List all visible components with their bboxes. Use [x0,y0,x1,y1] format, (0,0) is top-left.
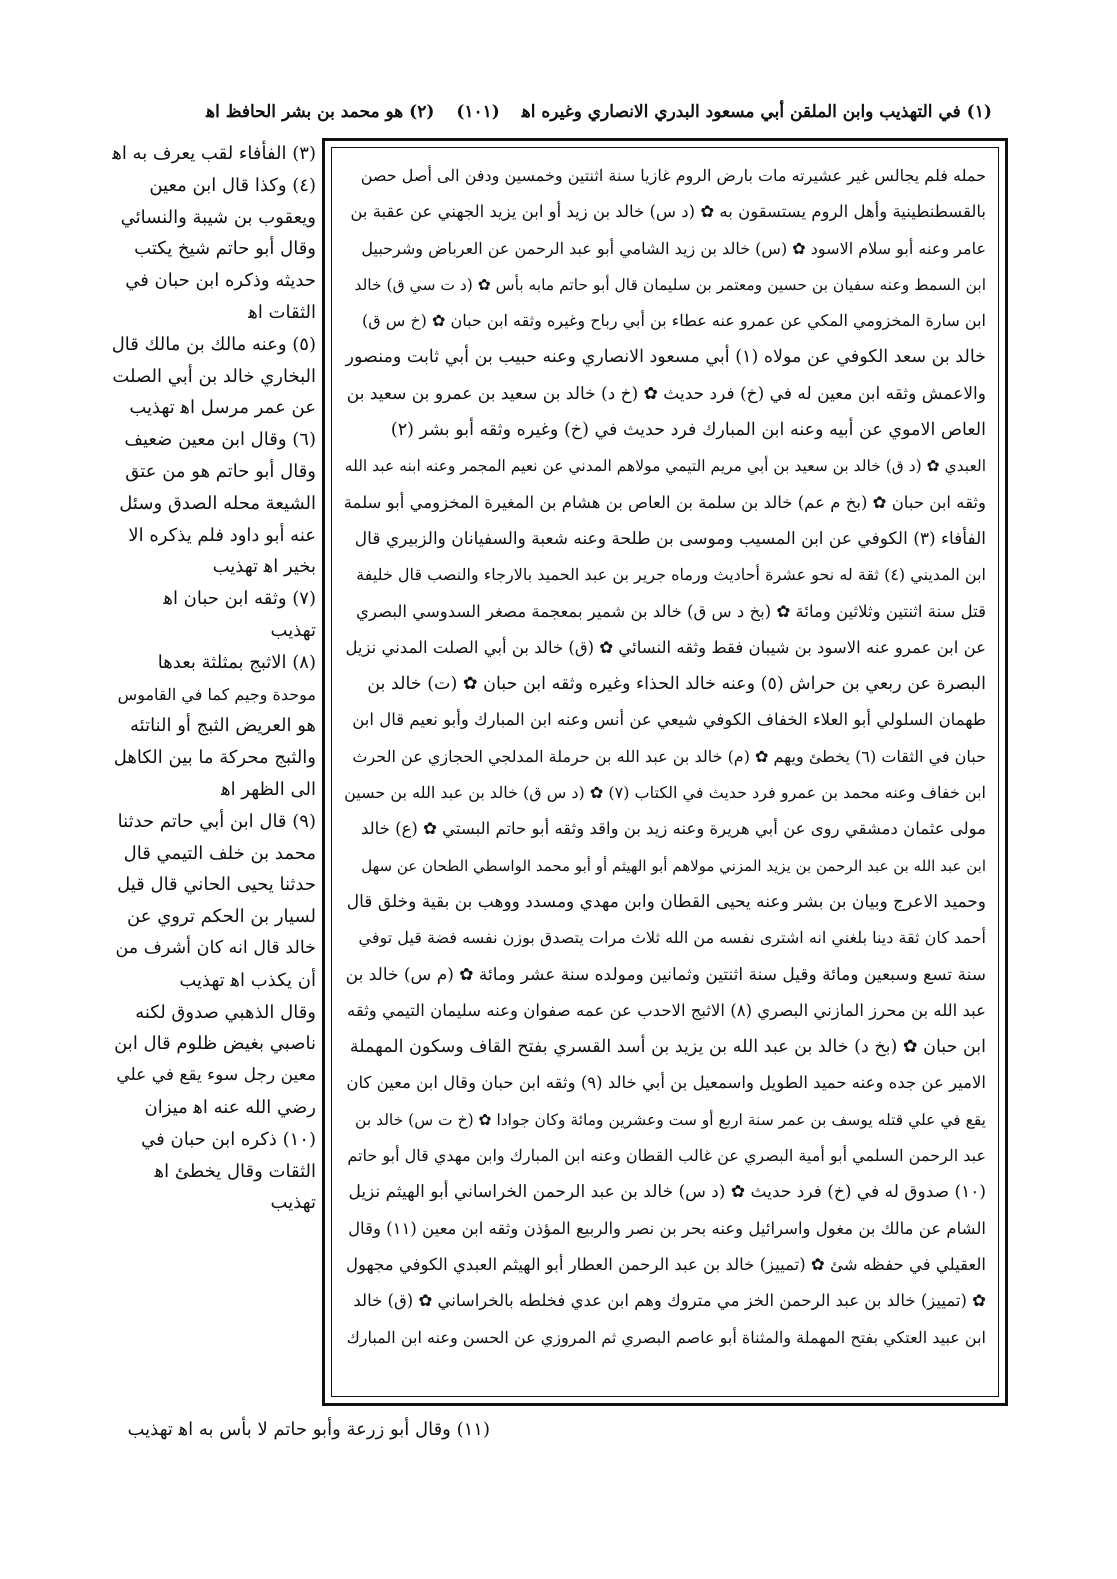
main-text-line: حبان في الثقات (٦) يخطئ ويهم ✿ (م) خالد بن عبد الله بن حرملة المدلجي الحجازي عن الحرث [352,746,986,766]
main-text-line: ✿ (تمييز) خالد بن عبد الرحمن الخز مي متروك وهم ابن عدي فخلطه بالخراساني ✿ (ق) خالد [353,1291,986,1311]
margin-note-line: ناصبي بغيض ظلوم قال ابن [114,1033,316,1055]
main-text-body [344,158,986,1386]
margin-note-line: عنه أبو داود فلم يذكره الا [128,524,316,546]
margin-note-line: حدثنا يحيى الحاني قال قيل [117,874,316,896]
header-footnote-1: (١) في التهذيب وابن الملقن أبي مسعود البدري الانصاري وغيره اﻫ [521,102,992,122]
main-text-line: عن ابن عمرو عنه الاسود بن شيبان فقط وثقه النسائي ✿ (ق) خالد بن أبي الصلت المدني نزيل [345,637,986,657]
main-text-line: أحمد كان ثقة دينا بلغني انه اشترى نفسه من الله ثلاث مرات يتصدق بوزن نفسه فضة قيل توفي [358,928,986,948]
main-text-line: وثقه ابن حبان ✿ (بخ م عم) خالد بن سلمة بن العاص بن هشام بن المغيرة المخزومي أبو سلمة [344,492,986,512]
main-text-line: العقيلي في حفظه شئ ✿ (تمييز) خالد بن عبد الرحمن العطار أبو الهيثم العبدي الكوفي مجهول [346,1254,986,1274]
margin-note-line: وقال أبو حاتم هو من عتق [125,460,316,482]
main-text-frame [322,138,1008,1406]
main-text-line: سنة تسع وسبعين ومائة وقيل سنة اثنتين وثمانين ومولده سنة عشر ومائة ✿ (م س) خالد بن [345,964,986,985]
margin-note-line: البخاري خالد بن أبي الصلت [112,365,316,387]
margin-note-line: وقال الذهبي صدوق لكنه [135,1001,316,1023]
main-text-line: يقع في علي قتله يوسف بن عمر سنة اربع أو ست وعشرين ومائة وكان جوادا ✿ (خ ت س) خالد بن [355,1110,986,1129]
main-text-line: ابن حبان ✿ (بخ د) خالد بن عبد الله بن يزيد بن أسد القسري بفتح القاف وسكون المهملة [349,1037,986,1058]
margin-note-line: ويعقوب بن شيبة والنسائي [120,206,316,228]
margin-note-line: تهذيب [270,1192,316,1214]
margin-note-line: محمد بن خلف التيمي قال [123,842,316,864]
main-text-line: الشام عن مالك بن مغول واسرائيل وعنه بحر بن نصر والربيع المؤذن وثقه ابن معين (١١) وقال [348,1218,986,1238]
main-text-line: ابن خفاف وعنه محمد بن عمرو فرد حديث في الكتاب (٧) ✿ (د س ق) خالد بن عبد الله بن حسين [344,783,986,803]
margin-note-line: الثقات اﻫ [248,301,316,323]
margin-note-line: معين رجل سوء يقع في علي [116,1065,316,1086]
margin-note-line: أن يكذب اﻫ تهذيب [179,969,316,991]
margin-note-line: لسيار بن الحكم تروي عن [127,906,316,928]
main-text-line: الامير عن جده وعنه حميد الطويل واسمعيل بن أبي خالد (٩) وثقه ابن حبان وقال ابن معين كان [346,1073,986,1093]
main-text-line: ابن المديني (٤) ثقة له نحو عشرة أحاديث ورماه جرير بن عبد الحميد بالارجاء والنصب قال خليفة [356,565,986,585]
main-text-line: خالد بن سعد الكوفي عن مولاه (١) أبي مسعود الانصاري وعنه حبيب بن أبي ثابت ومنصور [345,347,986,368]
main-text-line: البصرة عن ربعي بن حراش (٥) وعنه خالد الحذاء وغيره وثقه ابن حبان ✿ (ت) خالد بن [367,674,986,695]
margin-note-line: والثبج محركة ما بين الكاهل [113,747,316,769]
margin-note-line: حديثه وذكره ابن حبان في [125,270,316,292]
margin-note-line: خالد قال انه كان أشرف من [115,937,316,958]
margin-note-line: الثقات وقال يخطئ اﻫ [154,1160,316,1182]
bottom-footnote: (١١) وقال أبو زرعة وأبو حاتم لا بأس به اﻫ تهذيب [127,1419,490,1440]
main-text-line: طهمان السلولي أبو العلاء الخفاف الكوفي شيعي عن أنس وعنه ابن المبارك وأبو نعيم قال ابن [352,710,986,730]
main-text-line: حمله فلم يجالس غير عشيرته مات بارض الروم غازيا سنة اثنتين وخمسين ودفن الى أصل حصن [360,166,986,185]
main-text-line: قتل سنة اثنتين وثلاثين ومائة ✿ (بخ د س ق) خالد بن شمير بمعجمة مصغر السدوسي البصري [356,601,986,621]
margin-note-line: (٥) وعنه مالك بن مالك قال [112,333,316,355]
main-text-line: عامر وعنه أبو سلام الاسود ✿ (س) خالد بن زيد الشامي أبو عبد الرحمن عن العرباض وشرحبيل [361,238,986,258]
margin-note-line: تهذيب [270,619,316,641]
main-text-line: ابن السمط وعنه سفيان بن حسين ومعتمر بن سليمان قال أبو حاتم مابه بأس ✿ (د ت سي ق) خالد [354,275,986,294]
main-text-line: ابن عبيد العتكي بفتح المهملة والمثناة أبو عاصم البصري ثم المروزي عن الحسن وعنه ابن المبارك [346,1327,986,1347]
margin-note-line: (٤) وكذا قال ابن معين [149,174,316,196]
margin-note-line: (٨) الاثبج بمثلثة بعدها [157,651,316,673]
margin-note-line: رضي الله عنه اﻫ ميزان [144,1096,316,1118]
main-text-line: بالقسطنطينية وأهل الروم يستسقون به ✿ (د س) خالد بن زيد أو ابن يزيد الجهني عن عقبة بن [350,202,986,222]
main-text-line: الفأفاء (٣) الكوفي عن ابن المسيب وموسى بن طلحة وعنه شعبة والسفيانان والزبيري قال [354,528,986,549]
main-text-line: ابن سارة المخزومي المكي عن عمرو عنه عطاء بن أبي رباح وغيره وثقه ابن حبان ✿ (خ س ق) [361,311,986,331]
header-footnote-2: (٢) هو محمد بن بشر الحافظ اﻫ [206,102,435,122]
page-header [196,92,1002,132]
margin-note-line: (٧) وثقه ابن حبان اﻫ [163,588,316,610]
margin-note-line: بخير اﻫ تهذيب [212,556,316,578]
main-text-line: والاعمش وثقه ابن معين له في (خ) فرد حديث ✿ (خ د) خالد بن سعيد بن عمرو بن سعيد بن [346,383,986,404]
main-text-line: العبدي ✿ (د ق) خالد بن سعيد بن أبي مريم التيمي مولاهم المدني عن نعيم المجمر وعنه ابنه عبد الله [344,457,986,476]
margin-note-line: الشيعة محله الصدق وسئل [119,492,316,514]
main-text-line: ابن عبد الله بن عبد الرحمن بن يزيد المزني مولاهم أبو الهيثم أو أبو محمد الواسطي الطحان عن سهل [361,856,986,875]
main-text-line: وحميد الاعرج وبيان بن بشر وعنه يحيى القطان وابن مهدي ومسدد ووهب بن بقية وخلق قال [346,891,986,912]
main-text-line: العاص الاموي عن أبيه وعنه ابن المبارك فرد حديث في (خ) وغيره وثقه أبو بشر (٢) [390,420,986,441]
main-text-inner-border [331,147,999,1397]
main-text-line: مولى عثمان دمشقي روى عن أبي هريرة وعنه زيد بن واقد وثقه أبو حاتم البستي ✿ (ع) خالد [360,819,986,839]
margin-note-line: (٩) قال ابن أبي حاتم حدثنا [117,810,316,832]
main-text-line: عبد الرحمن السلمي أبو أمية البصري عن غالب القطان وعنه ابن المبارك وابن مهدي قال أبو حاتم [347,1146,986,1166]
margin-note-line: (٣) الفأفاء لقب يعرف به اﻫ [112,143,316,164]
margin-note-line: هو العريض الثبج أو الناتئه [130,715,316,737]
margin-note-line: موحدة وجيم كما في القاموس [117,684,316,704]
margin-note-line: (٦) وقال ابن معين ضعيف [124,429,316,451]
margin-note-line: وقال أبو حاتم شيخ يكتب [134,238,316,260]
main-text-line: عبد الله بن محرز المازني البصري (٨) الاثبج الاحدب عن عمه صفوان وعنه سليمان التيمي وثقه [347,1000,986,1020]
main-text-line: (١٠) صدوق له في (خ) فرد حديث ✿ (د س) خالد بن عبد الرحمن الخراساني أبو الهيثم نزيل [348,1182,986,1203]
margin-note-line: الى الظهر اﻫ [221,778,316,800]
margin-notes-column [112,138,316,1406]
page-number: (١٠١) [456,102,500,122]
margin-note-line: (١٠) ذكره ابن حبان في [141,1128,316,1150]
margin-note-line: عن عمر مرسل اﻫ تهذيب [129,397,316,419]
